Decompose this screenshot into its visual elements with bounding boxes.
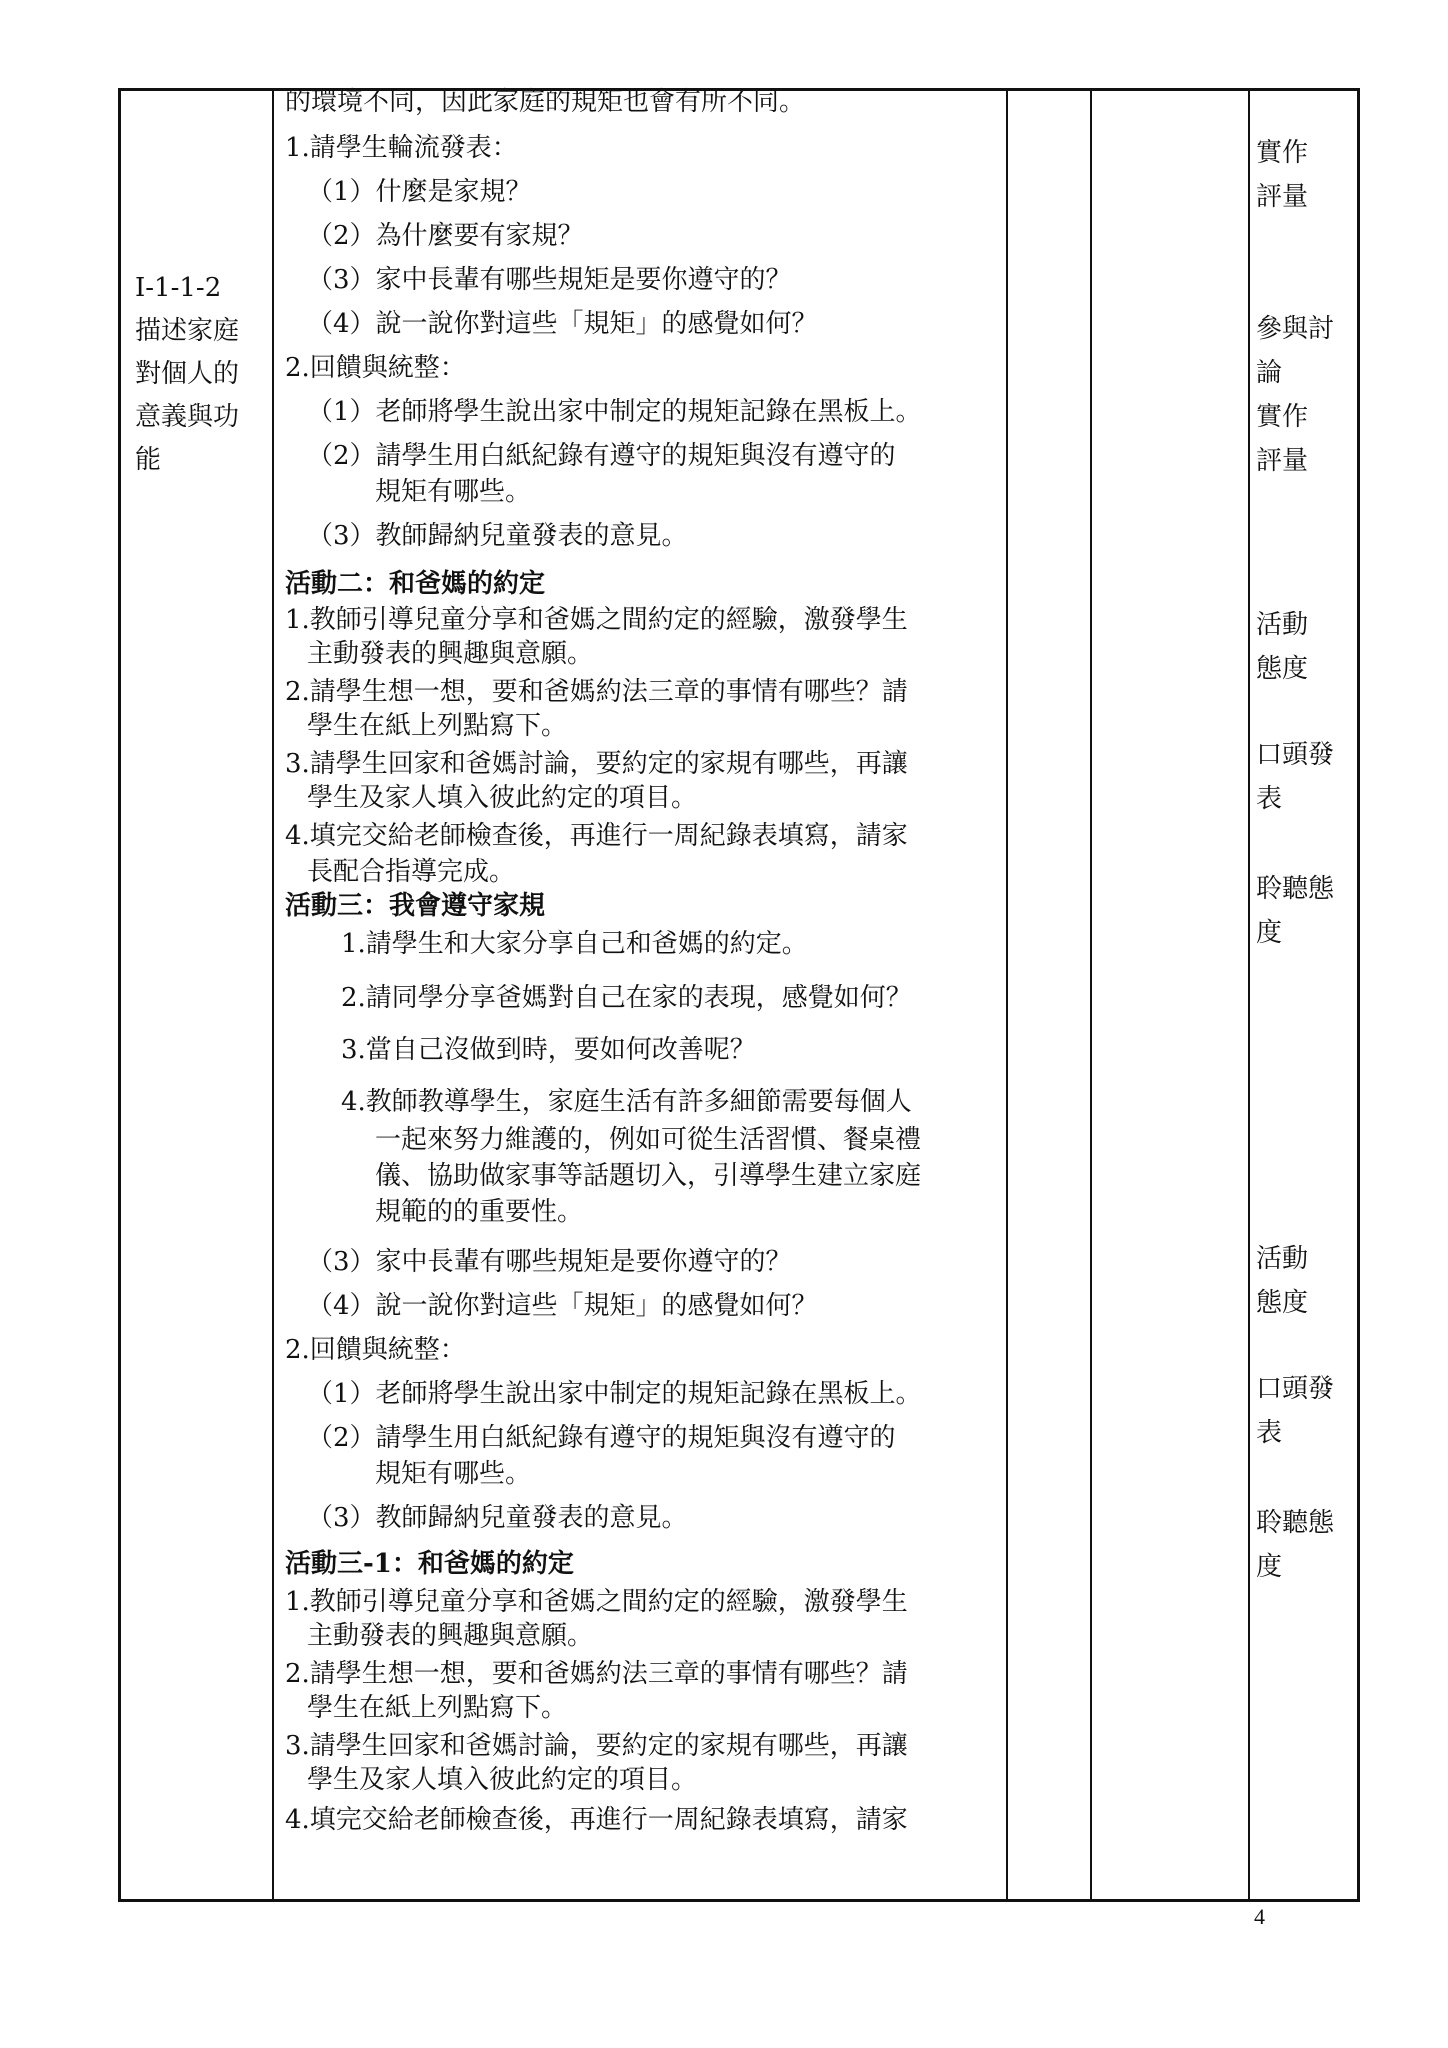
content-line: 學生在紙上列點寫下。: [307, 1693, 568, 1723]
content-line: （3）教師歸納兒童發表的意見。: [307, 1503, 688, 1533]
content-line: 主動發表的興趣與意願。: [307, 1621, 594, 1651]
content-line: 4.教師教導學生，家庭生活有許多細節需要每個人: [341, 1087, 912, 1117]
assessment-item: 聆聽態 度: [1256, 1508, 1335, 1582]
content-line: 3.請學生回家和爸媽討論，要約定的家規有哪些，再讓: [285, 749, 908, 779]
learning-objective-text: I-1-1-2 描述家庭 對個人的 意義與功 能: [135, 273, 240, 475]
content-line: 4.填完交給老師檢查後，再進行一周紀錄表填寫，請家: [285, 821, 908, 851]
content-line: （2）請學生用白紙紀錄有遵守的規矩與沒有遵守的: [307, 1423, 896, 1453]
content-line: （1）什麼是家規？: [307, 177, 532, 207]
activity-heading: 活動三：我會遵守家規: [285, 891, 546, 921]
content-line: 學生在紙上列點寫下。: [307, 711, 568, 741]
assessment-item: 實作 評量: [1256, 402, 1309, 476]
content-line: 規矩有哪些。: [375, 1459, 532, 1489]
content-line: 規矩有哪些。: [375, 477, 532, 507]
content-line: （1）老師將學生說出家中制定的規矩記錄在黑板上。: [307, 397, 922, 427]
content-line: 學生及家人填入彼此約定的項目。: [307, 783, 698, 813]
content-line: 3.當自己沒做到時，要如何改善呢？: [341, 1035, 756, 1065]
content-line: 2.回饋與統整：: [285, 353, 466, 383]
content-line: 2.請學生想一想，要和爸媽約法三章的事情有哪些？請: [285, 1659, 908, 1689]
content-line: 2.請學生想一想，要和爸媽約法三章的事情有哪些？請: [285, 677, 908, 707]
content-line: （2）為什麼要有家規？: [307, 221, 584, 251]
content-line: 學生及家人填入彼此約定的項目。: [307, 1765, 698, 1795]
content-line: （1）老師將學生說出家中制定的規矩記錄在黑板上。: [307, 1379, 922, 1409]
content-line: 的環境不同，因此家庭的規矩也會有所不同。: [285, 87, 806, 117]
content-line: （2）請學生用白紙紀錄有遵守的規矩與沒有遵守的: [307, 441, 896, 471]
content-line: （3）家中長輩有哪些規矩是要你遵守的？: [307, 1247, 792, 1277]
content-line: 長配合指導完成。: [307, 857, 516, 887]
content-line: 2.回饋與統整：: [285, 1335, 466, 1365]
content-line: （3）家中長輩有哪些規矩是要你遵守的？: [307, 265, 792, 295]
content-line: 1.教師引導兒童分享和爸媽之間約定的經驗，激發學生: [285, 1587, 908, 1617]
assessment-item: 參與討 論: [1256, 314, 1335, 388]
assessment-item: 活動 態度: [1256, 1244, 1309, 1318]
content-line: 規範的的重要性。: [375, 1197, 584, 1227]
content-line: 3.請學生回家和爸媽討論，要約定的家規有哪些，再讓: [285, 1731, 908, 1761]
learning-objective-cell: [135, 267, 261, 482]
content-line: （3）教師歸納兒童發表的意見。: [307, 521, 688, 551]
assessment-item: 聆聽態 度: [1256, 874, 1335, 948]
column-divider-2: [1006, 91, 1008, 1899]
assessment-item: 活動 態度: [1256, 610, 1309, 684]
column-divider-4: [1248, 91, 1250, 1899]
content-line: 1.教師引導兒童分享和爸媽之間約定的經驗，激發學生: [285, 605, 908, 635]
lesson-plan-table: [118, 88, 1360, 1902]
content-line: 4.填完交給老師檢查後，再進行一周紀錄表填寫，請家: [285, 1805, 908, 1835]
assessment-item: 實作 評量: [1256, 138, 1309, 212]
column-divider-3: [1090, 91, 1092, 1899]
content-line: 主動發表的興趣與意願。: [307, 639, 594, 669]
assessment-item: 口頭發 表: [1256, 1374, 1335, 1448]
content-line: （4）說一說你對這些「規矩」的感覺如何？: [307, 1291, 818, 1321]
activity-heading: 活動二：和爸媽的約定: [285, 569, 546, 599]
content-line: 1.請學生輪流發表：: [285, 133, 518, 163]
content-line: （4）說一說你對這些「規矩」的感覺如何？: [307, 309, 818, 339]
content-line: 2.請同學分享爸媽對自己在家的表現，感覺如何？: [341, 983, 912, 1013]
activity-heading: 活動三-1：和爸媽的約定: [285, 1549, 574, 1579]
content-line: 1.請學生和大家分享自己和爸媽的約定。: [341, 929, 808, 959]
content-line: 儀、協助做家事等話題切入，引導學生建立家庭: [375, 1161, 922, 1191]
page-number: 4: [1254, 1904, 1265, 1929]
content-line: 一起來努力維護的，例如可從生活習慣、餐桌禮: [375, 1125, 922, 1155]
column-divider-1: [272, 91, 274, 1899]
assessment-item: 口頭發 表: [1256, 740, 1335, 814]
